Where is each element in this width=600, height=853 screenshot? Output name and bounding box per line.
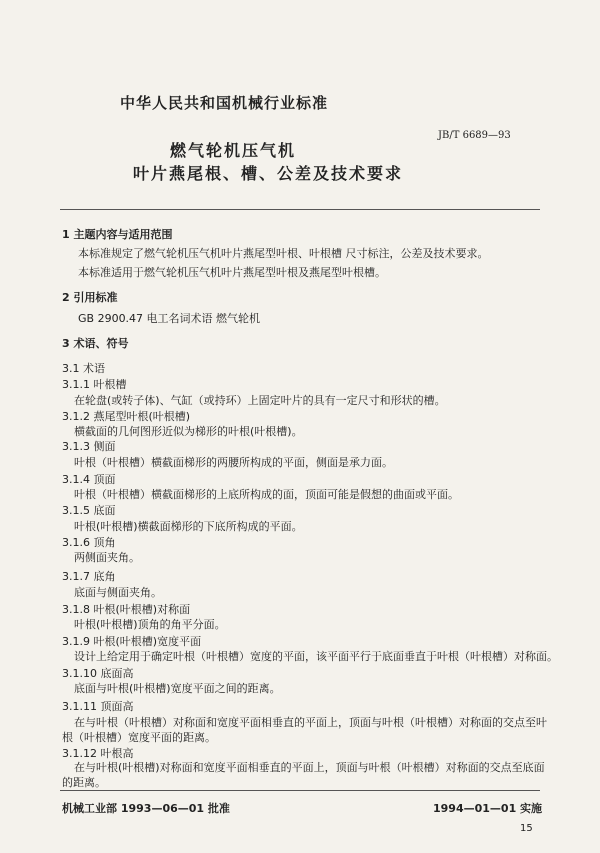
standard-number: JB/T 6689—93: [438, 130, 511, 141]
term-3-1-3-definition: 叶根（叶根槽）横截面梯形的两腰所构成的平面，侧面是承力面。: [74, 456, 393, 469]
term-3-1-1-definition: 在轮盘(或转子体)、气缸（或持环）上固定叶片的具有一定尺寸和形状的槽。: [74, 394, 446, 407]
title-line-1: 燃气轮机压气机: [170, 141, 297, 160]
term-3-1-4-definition: 叶根（叶根槽）横截面梯形的上底所构成的面，顶面可能是假想的曲面或平面。: [74, 488, 459, 501]
section-1-paragraph-2: 本标准适用于燃气轮机压气机叶片燕尾型叶根及燕尾型叶根槽。: [78, 266, 386, 279]
section-1-heading: 1 主题内容与适用范围: [62, 228, 173, 241]
term-3-1-4-heading: 3.1.4 顶面: [62, 473, 116, 486]
term-3-1-9-heading: 3.1.9 叶根(叶根槽)宽度平面: [62, 635, 202, 648]
page-number: 15: [520, 823, 533, 834]
term-3-1-2-heading: 3.1.2 燕尾型叶根(叶根槽): [62, 410, 191, 423]
term-3-1-5-heading: 3.1.5 底面: [62, 504, 116, 517]
term-3-1-8-heading: 3.1.8 叶根(叶根槽)对称面: [62, 603, 191, 616]
term-3-1-3-heading: 3.1.3 侧面: [62, 440, 116, 453]
term-3-1-11-heading: 3.1.11 顶面高: [62, 700, 134, 713]
term-3-1-6-heading: 3.1.6 顶角: [62, 536, 116, 549]
issuing-organization: 中华人民共和国机械行业标准: [120, 94, 329, 112]
title-line-2: 叶片燕尾根、槽、公差及技术要求: [133, 164, 404, 183]
section-1-paragraph-1: 本标准规定了燃气轮机压气机叶片燕尾型叶根、叶根槽 尺寸标注，公差及技术要求。: [78, 247, 489, 260]
term-3-1-9-definition: 设计上给定用于确定叶根（叶根槽）宽度的平面，该平面平行于底面垂直于叶根（叶根槽）对称面。: [74, 650, 558, 663]
term-3-1-7-definition: 底面与侧面夹角。: [74, 586, 162, 599]
term-3-1-1-heading: 3.1.1 叶根槽: [62, 378, 127, 391]
term-3-1-10-definition: 底面与叶根(叶根槽)宽度平面之间的距离。: [74, 682, 281, 695]
term-3-1-11-definition-line-1: 在与叶根（叶根槽）对称面和宽度平面相垂直的平面上，顶面与叶根（叶根槽）对称面的交点至叶: [74, 716, 547, 729]
footer-divider: [60, 790, 540, 791]
term-3-1-7-heading: 3.1.7 底角: [62, 570, 116, 583]
term-3-1-12-definition-line-2: 的距离。: [62, 776, 106, 789]
term-3-1-10-heading: 3.1.10 底面高: [62, 667, 134, 680]
term-3-1-12-definition-line-1: 在与叶根(叶根槽)对称面和宽度平面相垂直的平面上，顶面与叶根（叶根槽）对称面的交点至底面: [74, 761, 545, 774]
approval-date: 机械工业部 1993—06—01 批准: [62, 802, 230, 815]
term-3-1-6-definition: 两侧面夹角。: [74, 551, 140, 564]
term-3-1-2-definition: 横截面的几何图形近似为梯形的叶根(叶根槽)。: [74, 425, 303, 438]
referenced-standard: GB 2900.47 电工名词术语 燃气轮机: [78, 312, 261, 325]
header-divider: [60, 209, 540, 210]
term-3-1-5-definition: 叶根(叶根槽)横截面梯形的下底所构成的平面。: [74, 520, 303, 533]
implementation-date: 1994—01—01 实施: [433, 802, 543, 815]
term-3-1-11-definition-line-2: 根（叶根槽）宽度平面的距离。: [62, 731, 216, 744]
section-2-heading: 2 引用标准: [62, 291, 118, 304]
term-3-1-12-heading: 3.1.12 叶根高: [62, 747, 134, 760]
subsection-3-1: 3.1 术语: [62, 362, 105, 375]
section-3-heading: 3 术语、符号: [62, 337, 129, 350]
term-3-1-8-definition: 叶根(叶根槽)顶角的角平分面。: [74, 618, 226, 631]
